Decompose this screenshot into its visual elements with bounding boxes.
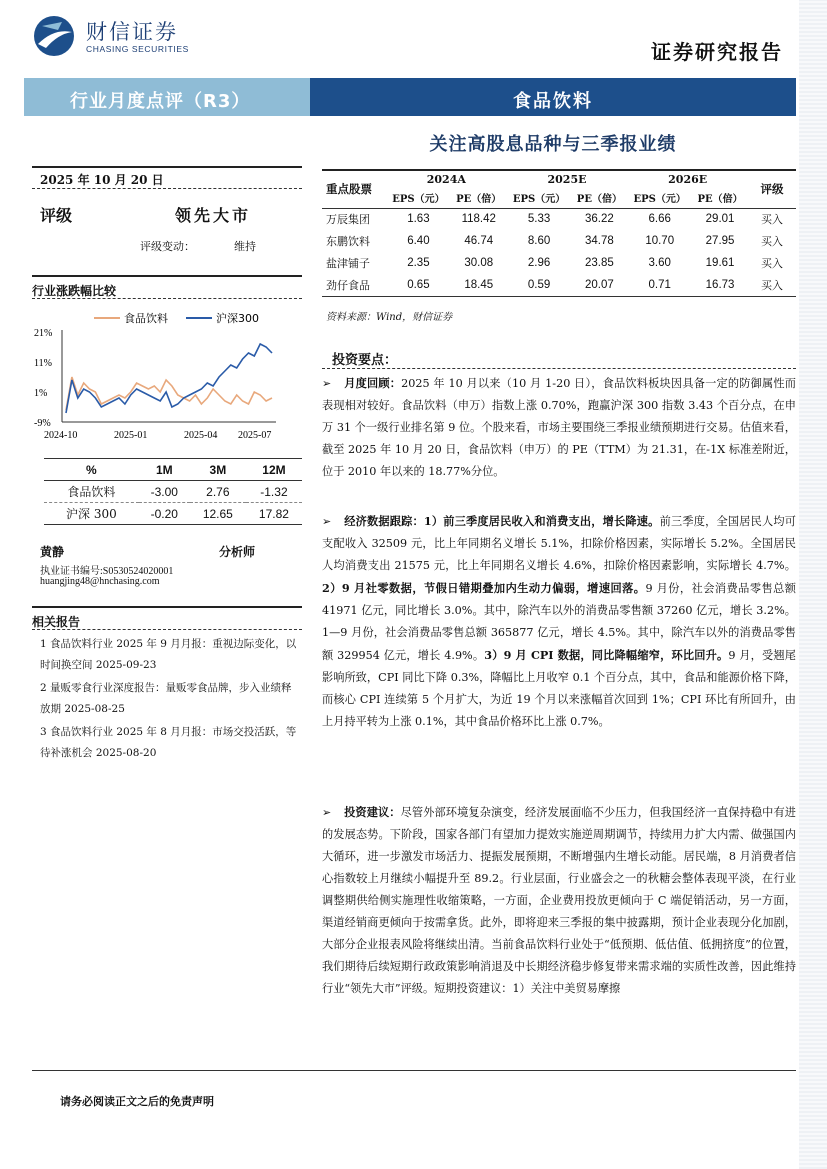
table-cell: 0.65	[407, 278, 430, 291]
table-cell: 0.59	[527, 278, 551, 291]
logo-emblem-icon	[32, 14, 80, 58]
report-title: 关注高股息品种与三季报业绩	[429, 134, 677, 155]
y-tick-label: 11%	[34, 358, 52, 369]
perf-header-12m: 12M	[262, 462, 286, 477]
table-cell: 34.78	[584, 235, 614, 247]
rating-change-label: 评级变动：	[140, 240, 195, 253]
industry-compare-title: 行业涨跌幅比较	[32, 284, 117, 298]
footer-divider	[32, 1070, 796, 1071]
table-cell: 10.70	[645, 235, 675, 247]
rating-label: 评级	[40, 206, 73, 225]
report-category-text: 行业月度点评（R3）	[70, 91, 251, 112]
header-rating: 评级	[760, 182, 784, 197]
rating-cell: 买入	[761, 278, 783, 292]
perf-header-1m: 1M	[155, 462, 173, 477]
table-cell: 30.08	[464, 257, 494, 269]
key-stocks-table	[322, 169, 796, 297]
header-eps: EPS（元）	[392, 194, 445, 206]
table-cell: 沪深 300	[66, 507, 117, 521]
industry-banner	[310, 78, 796, 116]
key-point-investment-advice	[322, 801, 796, 1000]
analyst-email[interactable]: huangjing48@hnchasing.com	[40, 576, 160, 587]
table-cell: 3.60	[648, 257, 671, 269]
table-row	[44, 481, 302, 503]
table-row	[322, 274, 796, 296]
header-pe: PE（倍）	[456, 194, 502, 206]
table-cell: -1.32	[260, 484, 288, 499]
table-cell: 2.35	[407, 257, 430, 269]
header-year-2026: 2026E	[668, 173, 708, 186]
table-cell: 5.33	[527, 213, 551, 226]
rating-change-value: 维持	[234, 240, 256, 253]
analyst-title: 分析师	[219, 545, 256, 559]
table-row	[322, 208, 796, 230]
legend-label-food: 食品饮料	[124, 312, 168, 325]
report-type-label: 证券研究报告	[651, 40, 783, 64]
analyst-name: 黄静	[40, 545, 65, 559]
point-title: 经济数据跟踪：	[344, 514, 424, 528]
point-subtitle: 1）前三季度居民收入和消费支出，增长降速。	[423, 514, 660, 528]
header-company: 重点股票	[326, 182, 372, 197]
y-tick-label: 21%	[34, 328, 53, 339]
table-cell: 食品饮料	[67, 485, 116, 499]
header-eps: EPS（元）	[512, 194, 566, 206]
y-tick-label: -9%	[34, 418, 51, 429]
table-cell: -0.20	[150, 506, 178, 521]
table-cell: 36.22	[584, 213, 614, 226]
table-cell: 29.01	[705, 213, 735, 226]
point-text: 9 月份，社会消费品零售总额 41971 亿元，同比增长 3.0%。其中，除汽车以外的消费品零售额 37260 亿元，增长 3.2%。1—9 月份，社会消费品零售总额 365877 亿元，增长 4.5%。其中，除汽车以外的消费品零售额 329954 亿元，增长 4.9%。	[322, 582, 796, 662]
industry-performance-chart	[32, 306, 302, 444]
table-cell: 1.63	[407, 213, 430, 226]
table-cell: 2.96	[527, 257, 551, 269]
related-reports-title: 相关报告	[32, 615, 81, 629]
table-cell: 20.07	[584, 278, 614, 291]
arrow-bullet-icon: ➢	[322, 377, 332, 390]
legend-label-hs300: 沪深300	[216, 312, 259, 325]
table-row	[322, 252, 796, 274]
decorative-side-strip	[799, 0, 827, 1169]
related-report-item[interactable]: 1 食品饮料行业 2025 年 9 月月报：重视边际变化，以时间换空间 2025-09-23	[40, 638, 297, 671]
divider	[32, 275, 302, 277]
point-subtitle: 3）9 月 CPI 数据，同比降幅缩窄，环比回升。	[484, 648, 729, 662]
table-cell: 118.42	[461, 213, 496, 226]
table-cell: 6.40	[407, 235, 430, 247]
table-cell: 8.60	[527, 235, 551, 247]
report-category-banner	[24, 78, 310, 116]
table-cell: 27.95	[705, 235, 735, 247]
key-point-economic-data	[322, 510, 796, 733]
divider	[32, 606, 302, 608]
header-year-2024: 2024A	[426, 173, 466, 186]
related-report-item[interactable]: 3 食品饮料行业 2025 年 8 月月报：市场交投活跃，等待补涨机会 2025-08-20	[40, 726, 297, 759]
report-date: 2025 年 10 月 20 日	[40, 173, 164, 187]
arrow-bullet-icon: ➢	[322, 515, 332, 528]
series-line-hs300	[66, 344, 272, 413]
rating-value: 领先大市	[175, 206, 252, 225]
divider	[32, 298, 302, 299]
table-cell: -3.00	[150, 484, 178, 499]
header-pe: PE（倍）	[697, 194, 743, 206]
rating-cell: 买入	[761, 213, 783, 227]
perf-header-3m: 3M	[209, 462, 227, 477]
table-source-note: 资料来源：Wind，财信证券	[326, 312, 453, 323]
logo-cn-text: 财信证券	[86, 20, 178, 44]
point-text: 9 月，受翘尾影响所致，CPI 同比下降 0.3%，降幅比上月收窄 0.1 个百分点，其中，食品和能源价格下降，而核心 CPI 连续第 5 个月扩大，为近 19 个月以来涨幅首次回到 1%；CPI 环比有所回升，由上月持平转为上涨 0.1%，其中食品价格环比上涨 0.7%。	[322, 649, 796, 728]
company-name-cell: 万辰集团	[326, 213, 370, 227]
logo-en-text: CHASING SECURITIES	[86, 44, 189, 54]
company-name-cell: 劲仔食品	[326, 278, 370, 292]
y-tick-label: 1%	[34, 388, 48, 399]
chart-legend	[94, 311, 259, 325]
company-name-cell: 东鹏饮料	[326, 235, 370, 248]
table-cell: 19.61	[705, 257, 735, 269]
related-report-item[interactable]: 2 量贩零食行业深度报告：量贩零食品牌，步入业绩释放期 2025-08-25	[40, 682, 292, 715]
point-text: 2025 年 10 月以来（10 月 1-20 日），食品饮料板块因具备一定的防御属性而表现相对较好。食品饮料（申万）指数上涨 0.70%，跑赢沪深 300 指数 3.43 个百分点，在申万 31 个一级行业排名第 9 位。个股来看，市场主要围绕三季报业绩预期进行交易。估值来看，截至 2025 年 10 月 20 日，食品饮料（申万）的 PE（TTM）为 21.31，在-1X 标准差附近，位于 2010 年以来的 18.77%分位。	[322, 377, 796, 478]
company-logo	[32, 14, 202, 58]
divider	[32, 188, 302, 189]
table-cell: 16.73	[705, 278, 735, 291]
series-line-food-beverage	[66, 377, 272, 410]
divider	[322, 368, 796, 369]
disclaimer-note: 请务必阅读正文之后的免责声明	[60, 1095, 214, 1108]
industry-text: 食品饮料	[513, 91, 593, 112]
header-eps: EPS（元）	[633, 194, 686, 206]
header-pe: PE（倍）	[576, 194, 622, 206]
point-text: 前三季度，全国居民人均可支配收入 32509 元，比上年同期名义增长 5.1%，扣除价格因素，实际增长 5.2%。全国居民人均消费支出 21575 元，比上年同期名义增长 4.6%，扣除价格因素影响，实际增长 4.7%。	[322, 515, 796, 572]
table-cell: 46.74	[464, 235, 494, 247]
x-tick-label: 2024-10	[44, 430, 78, 441]
table-cell: 0.71	[648, 278, 671, 291]
point-title: 投资建议：	[344, 805, 401, 819]
point-text: 尽管外部环境复杂演变，经济发展面临不少压力，但我国经济一直保持稳中有进的发展态势。下阶段，国家各部门有望加力提效实施逆周期调节，持续用力扩大内需、做强国内大循环，进一步激发市场活力、提振发展预期，不断增强内生增长动能。居民端，8 月消费者信心指数较上月继续小幅提升至 89.2。行业层面，行业盛会之一的秋糖会整体表现平淡，在行业调整期供给侧实施理性收缩策略，一方面，企业费用投放更倾向于 C 端促销活动，另一方面，渠道经销商更倾向于按需拿货。此外，即将迎来三季报的集中披露期，预计企业表现分化加剧，大部分企业报表风险将继续出清。当前食品饮料行业处于“低预期、低估值、低拥挤度”的位置，我们期待后续短期行政政策影响消退及中长期经济稳步修复带来需求端的实质性改善，因此维持行业“领先大市”评级。短期投资建议：1）关注中美贸易摩擦	[322, 806, 796, 995]
table-cell: 23.85	[584, 257, 614, 269]
analyst-cert-number: 执业证书编号:S0530524020001	[40, 566, 174, 577]
point-subtitle: 2）9 月社零数据，节假日错期叠加内生动力偏弱，增速回落。	[322, 581, 646, 595]
table-row	[44, 503, 302, 525]
x-tick-label: 2025-04	[184, 430, 218, 441]
rating-cell: 买入	[761, 257, 783, 270]
key-point-monthly-review	[322, 372, 796, 483]
table-cell: 2.76	[206, 484, 230, 499]
company-name-cell: 盐津铺子	[326, 257, 370, 270]
key-points-header: 投资要点：	[332, 353, 398, 368]
performance-table	[44, 458, 302, 525]
table-cell: 18.45	[464, 278, 494, 291]
arrow-bullet-icon: ➢	[322, 806, 332, 819]
table-cell: 17.82	[258, 506, 289, 521]
point-title: 月度回顾：	[344, 376, 402, 390]
x-tick-label: 2025-07	[238, 430, 272, 441]
divider	[32, 629, 302, 630]
divider	[32, 166, 302, 168]
x-tick-label: 2025-01	[114, 430, 148, 441]
table-row	[322, 230, 796, 252]
table-cell: 6.66	[648, 213, 671, 226]
header-year-2025: 2025E	[547, 173, 587, 186]
rating-cell: 买入	[761, 235, 783, 248]
table-cell: 12.65	[202, 506, 233, 521]
perf-header-label: %	[86, 462, 97, 477]
